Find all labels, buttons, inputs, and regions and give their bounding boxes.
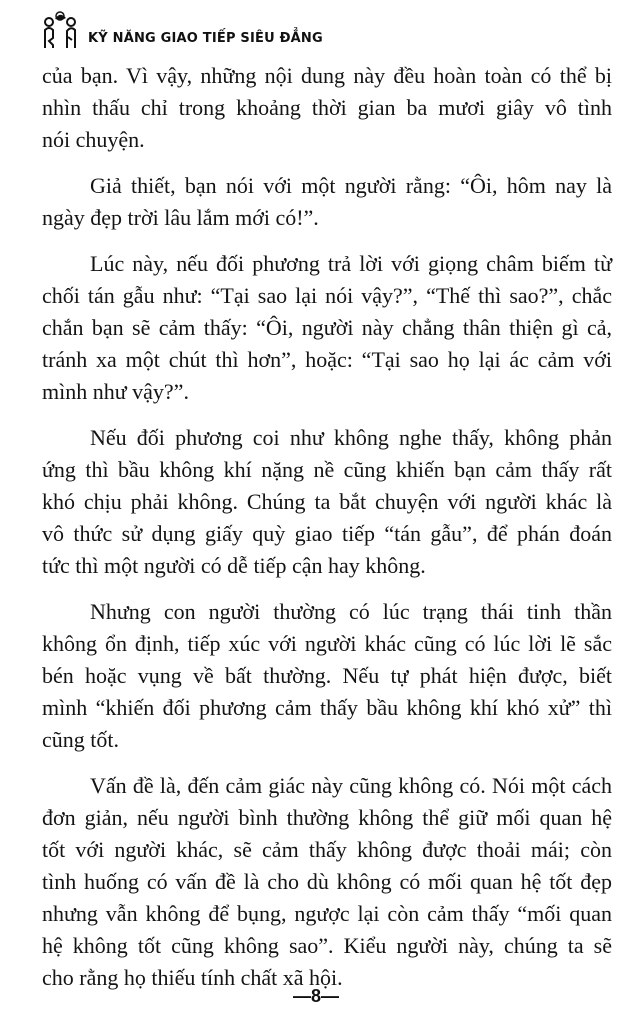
- text-line: khó chịu phải không. Chúng ta bắt chuyện với người khác là: [42, 489, 612, 514]
- text-line: tình huống có vấn đề là cho dù không có mối quan hệ tốt đẹp: [42, 869, 612, 894]
- text-line: bén hoặc vụng về bất thường. Nếu tự phát hiện được, biết: [42, 663, 612, 688]
- text-line: Vấn đề là, đến cảm giác này cũng không có. Nói một cách: [90, 773, 612, 798]
- text-line: nhưng vẫn không để bụng, ngược lại còn cảm thấy “mối quan: [42, 901, 612, 926]
- paragraph: [42, 422, 612, 582]
- text-line: hệ không tốt cũng không sao”. Kiểu người này, chúng ta sẽ: [42, 933, 612, 958]
- text-line: đơn giản, nếu người bình thường không thể giữ mối quan hệ: [42, 805, 612, 830]
- running-header: [40, 6, 323, 50]
- two-people-talking-icon: [40, 10, 82, 50]
- text-line: chối tán gẫu như: “Tại sao lại nói vậy?”, “Thế thì sao?”, chắc: [42, 283, 612, 308]
- paragraph: [42, 60, 612, 156]
- book-title: KỸ NĂNG GIAO TIẾP SIÊU ĐẲNG: [88, 31, 323, 46]
- text-line: ứng thì bầu không khí nặng nề cũng khiến bạn cảm thấy rất: [42, 457, 612, 482]
- text-line: mình như vậy?”.: [42, 379, 189, 404]
- paragraph: [42, 770, 612, 994]
- text-line: không ổn định, tiếp xúc với người khác cũng có lúc lời lẽ sắc: [42, 631, 612, 656]
- text-line: ngày đẹp trời lâu lắm mới có!”.: [42, 205, 319, 230]
- text-line: Giả thiết, bạn nói với một người rằng: “Ôi, hôm nay là: [90, 173, 612, 198]
- paragraph: [42, 170, 612, 234]
- text-line: nói chuyện.: [42, 127, 145, 152]
- text-line: nhìn thấu chỉ trong khoảng thời gian ba mươi giây vô tình: [42, 95, 612, 120]
- paragraph: [42, 596, 612, 756]
- text-line: tức thì một người có dễ tiếp cận hay không.: [42, 553, 426, 578]
- text-line: Nhưng con người thường có lúc trạng thái tinh thần: [90, 599, 612, 624]
- text-line: cho rằng họ thiếu tính chất xã hội.: [42, 965, 343, 990]
- text-line: Lúc này, nếu đối phương trả lời với giọng châm biếm từ: [90, 251, 612, 276]
- text-line: chắn bạn sẽ cảm thấy: “Ôi, người này chẳng thân thiện gì cả,: [42, 315, 612, 340]
- text-line: Nếu đối phương coi như không nghe thấy, không phản: [90, 425, 612, 450]
- text-line: cũng tốt.: [42, 727, 119, 752]
- text-line: mình “khiến đối phương cảm thấy bầu không khí khó xử” thì: [42, 695, 612, 720]
- page-number: —8—: [292, 986, 339, 1006]
- text-line: tốt với người khác, sẽ cảm thấy không được thoải mái; còn: [42, 837, 612, 862]
- page-body: [42, 60, 612, 1008]
- text-line: tránh xa một chút thì hơn”, hoặc: “Tại sao họ lại ác cảm với: [42, 347, 612, 372]
- paragraph: [42, 248, 612, 408]
- text-line: của bạn. Vì vậy, những nội dung này đều hoàn toàn có thể bị: [42, 63, 612, 88]
- text-line: vô thức sử dụng giấy quỳ giao tiếp “tán gẫu”, để phán đoán: [42, 521, 612, 546]
